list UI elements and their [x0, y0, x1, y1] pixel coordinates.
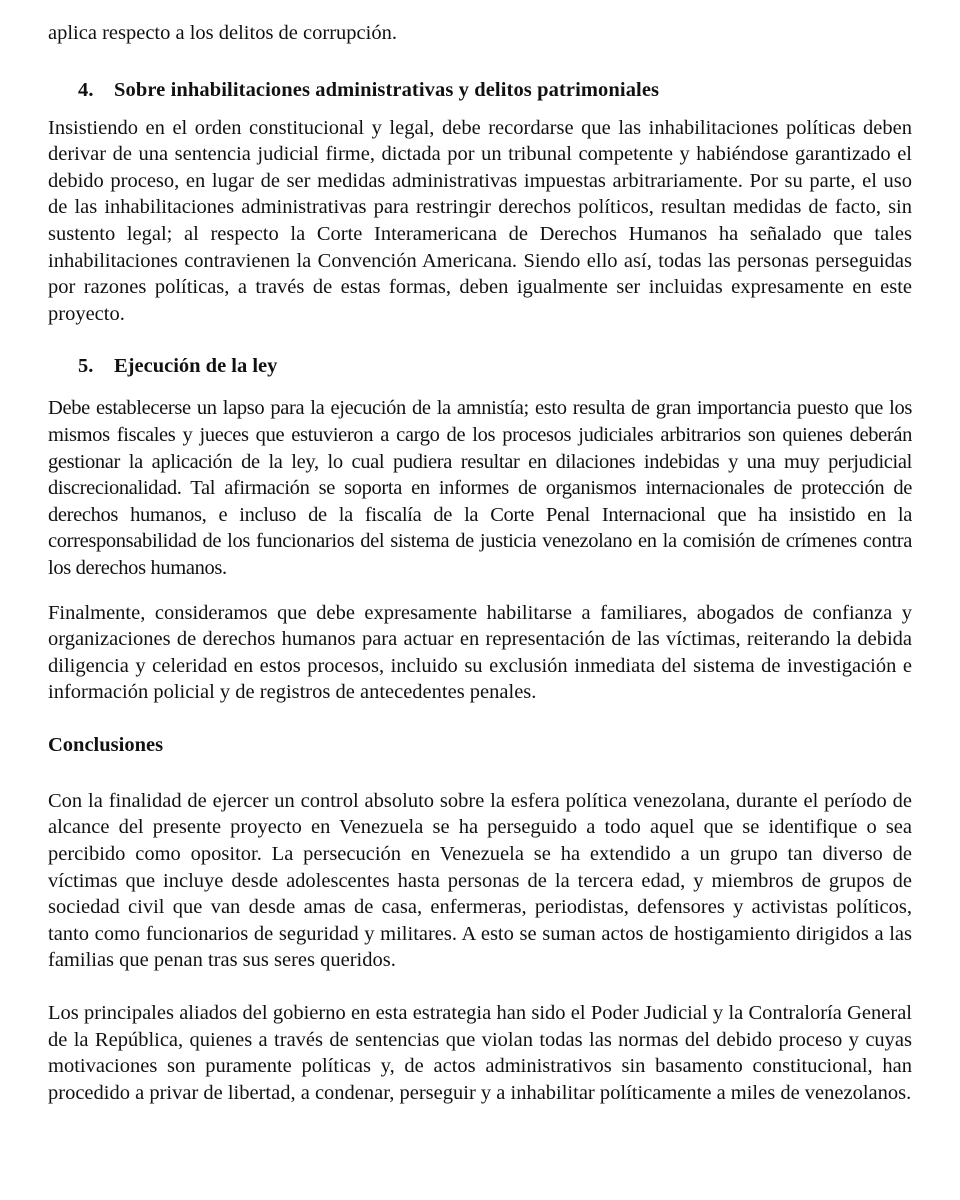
section-5-paragraph-1: Debe establecerse un lapso para la ejecución de la amnistía; esto resulta de gran importancia puesto que los mismos fiscales y jueces que estuvieron a cargo de los procesos judiciales arbitrarios son quienes deberán gestionar la aplicación de la ley, lo cual pudiera resultar en dilaciones indebidas y una muy perjudicial discrecionalidad. Tal afirmación se soporta en informes de organismos internacionales de protección de derechos humanos, e incluso de la fiscalía de la Corte Penal Internacional que ha insistido en la corresponsabilidad de los funcionarios del sistema de justicia venezolano en la comisión de crímenes contra los derechos humanos.	[48, 397, 912, 579]
document-page	[48, 20, 912, 1106]
section-5-heading	[48, 353, 912, 379]
section-5-paragraph-2: Finalmente, consideramos que debe expresamente habilitarse a familiares, abogados de confianza y organizaciones de derechos humanos para actuar en representación de las víctimas, reiterando la debida diligencia y celeridad en estos procesos, incluido su exclusión inmediata del sistema de investigación e información policial y de registros de antecedentes penales.	[48, 601, 912, 704]
section-4-title: Sobre inhabilitaciones administrativas y delitos patrimoniales	[114, 78, 660, 101]
section-5-title: Ejecución de la ley	[114, 355, 278, 378]
conclusions-paragraph-1: Con la finalidad de ejercer un control absoluto sobre la esfera política venezolana, durante el período de alcance del presente proyecto en Venezuela se ha perseguido a todo aquel que se identifique o sea percibido como opositor. La persecución en Venezuela se ha extendido a un grupo tan diverso de víctimas que incluye desde adolescentes hasta personas de la tercera edad, y miembros de grupos de sociedad civil que van desde amas de casa, enfermeras, periodistas, defensores y activistas políticos, tanto como funcionarios de seguridad y militares. A esto se suman actos de hostigamiento dirigidos a las familias que penan tras sus seres queridos.	[48, 789, 912, 972]
section-4-number: 4.	[78, 78, 94, 101]
conclusions-heading: Conclusiones	[48, 733, 164, 756]
section-5-number: 5.	[78, 355, 94, 378]
section-4-heading	[48, 77, 912, 103]
lead-fragment: aplica respecto a los delitos de corrupción.	[48, 22, 397, 44]
section-4-paragraph: Insistiendo en el orden constitucional y legal, debe recordarse que las inhabilitaciones políticas deben derivar de una sentencia judicial firme, dictada por un tribunal competente y habiéndose garantizado el debido proceso, en lugar de ser medidas administrativas impuestas arbitrariamente. Por su parte, el uso de las inhabilitaciones administrativas para restringir derechos políticos, resultan medidas de facto, sin sustento legal; al respecto la Corte Interamericana de Derechos Humanos ha señalado que tales inhabilitaciones contravienen la Convención Americana. Siendo ello así, todas las personas perseguidas por razones políticas, a través de estas formas, deben igualmente ser incluidas expresamente en este proyecto.	[48, 116, 912, 325]
conclusions-paragraph-2: Los principales aliados del gobierno en esta estrategia han sido el Poder Judicial y la Contraloría General de la República, quienes a través de sentencias que violan todas las normas del debido proceso y cuyas motivaciones son puramente políticas y, de actos administrativos sin basamento constitucional, han procedido a privar de libertad, a condenar, perseguir y a inhabilitar políticamente a miles de venezolanos.	[48, 1002, 912, 1104]
